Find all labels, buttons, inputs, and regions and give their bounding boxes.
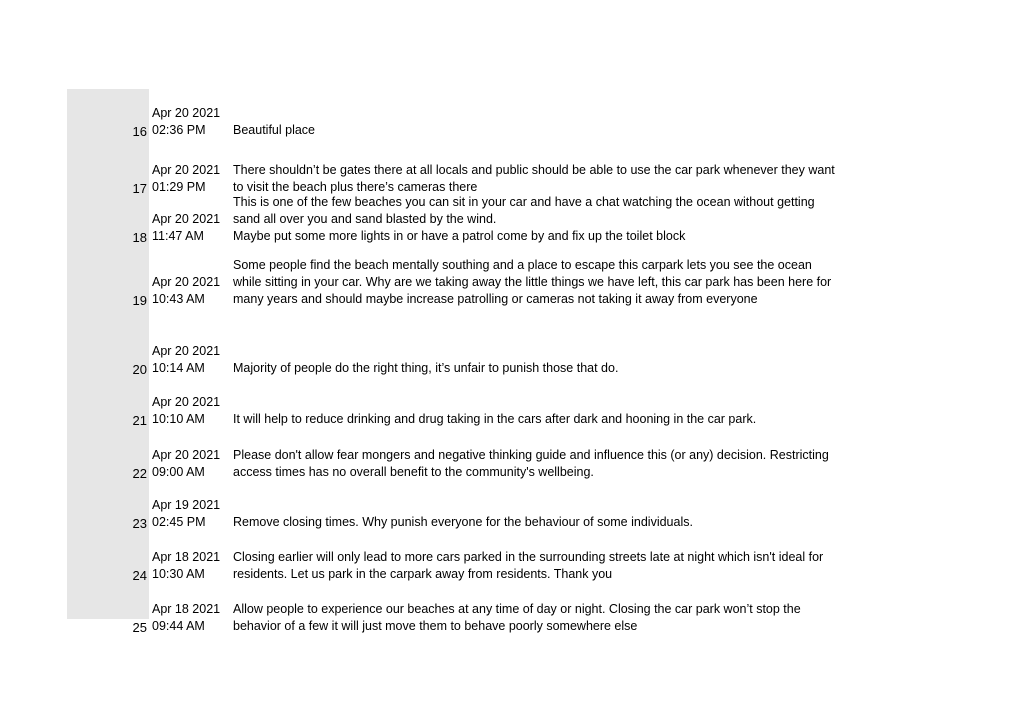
row-comment: There shouldn’t be gates there at all locals and public should be able to use the car park whenever they want to visit the beach plus there’s cameras there	[233, 163, 835, 194]
row-date: Apr 20 2021 01:29 PM	[152, 163, 221, 194]
table-row	[0, 532, 1026, 583]
table-row	[0, 88, 1026, 139]
row-comment: Closing earlier will only lead to more cars parked in the surrounding streets late at night which isn't ideal for residents. Let us park in the carpark away from residents. Thank you	[233, 550, 824, 581]
table-row	[0, 145, 1026, 196]
row-comment: Beautiful place	[233, 123, 316, 137]
row-date: Apr 19 2021 02:45 PM	[152, 498, 221, 529]
table-row	[0, 480, 1026, 531]
row-comment: Some people find the beach mentally southing and a place to escape this carpark lets you see the ocean while sitting in your car. Why are we taking away the little things we have left, this car park has been here for many years and should maybe increase patrolling or cameras not taking it away from everyone	[233, 258, 832, 306]
row-number: 16	[132, 124, 147, 139]
row-number: 25	[132, 620, 147, 635]
row-number: 20	[132, 362, 147, 377]
row-date: Apr 20 2021 10:10 AM	[152, 395, 221, 426]
row-number: 23	[132, 516, 147, 531]
row-number: 24	[132, 568, 147, 583]
table-row	[0, 377, 1026, 428]
row-number: 18	[132, 230, 147, 245]
row-date: Apr 20 2021 10:14 AM	[152, 344, 221, 375]
row-date: Apr 18 2021 10:30 AM	[152, 550, 221, 581]
table-row	[0, 194, 1026, 245]
table-row	[0, 257, 1026, 308]
row-number: 19	[132, 293, 147, 308]
row-comment: Majority of people do the right thing, it’s unfair to punish those that do.	[233, 361, 619, 375]
row-date: Apr 20 2021 10:43 AM	[152, 275, 221, 306]
row-comment: It will help to reduce drinking and drug taking in the cars after dark and hooning in the car park.	[233, 412, 757, 426]
table-row	[0, 430, 1026, 481]
row-number: 22	[132, 466, 147, 481]
row-comment: Please don't allow fear mongers and negative thinking guide and influence this (or any) decision. Restricting access times has no overall benefit to the community's wellbeing.	[233, 448, 829, 479]
table-row	[0, 326, 1026, 377]
row-comment: Allow people to experience our beaches at any time of day or night. Closing the car park won’t stop the behavior of a few it will just move them to behave poorly somewhere else	[233, 602, 801, 633]
row-date: Apr 20 2021 09:00 AM	[152, 448, 221, 479]
row-number: 17	[132, 181, 147, 196]
row-comment: This is one of the few beaches you can sit in your car and have a chat watching the ocean without getting sand all over you and sand blasted by the wind. Maybe put some more lights in or have a patrol come by and fix up the toilet block	[233, 195, 815, 243]
row-date: Apr 18 2021 09:44 AM	[152, 602, 221, 633]
row-number: 21	[132, 413, 147, 428]
row-comment: Remove closing times. Why punish everyone for the behaviour of some individuals.	[233, 515, 693, 529]
row-date: Apr 20 2021 11:47 AM	[152, 212, 221, 243]
table-row	[0, 584, 1026, 635]
row-date: Apr 20 2021 02:36 PM	[152, 106, 221, 137]
